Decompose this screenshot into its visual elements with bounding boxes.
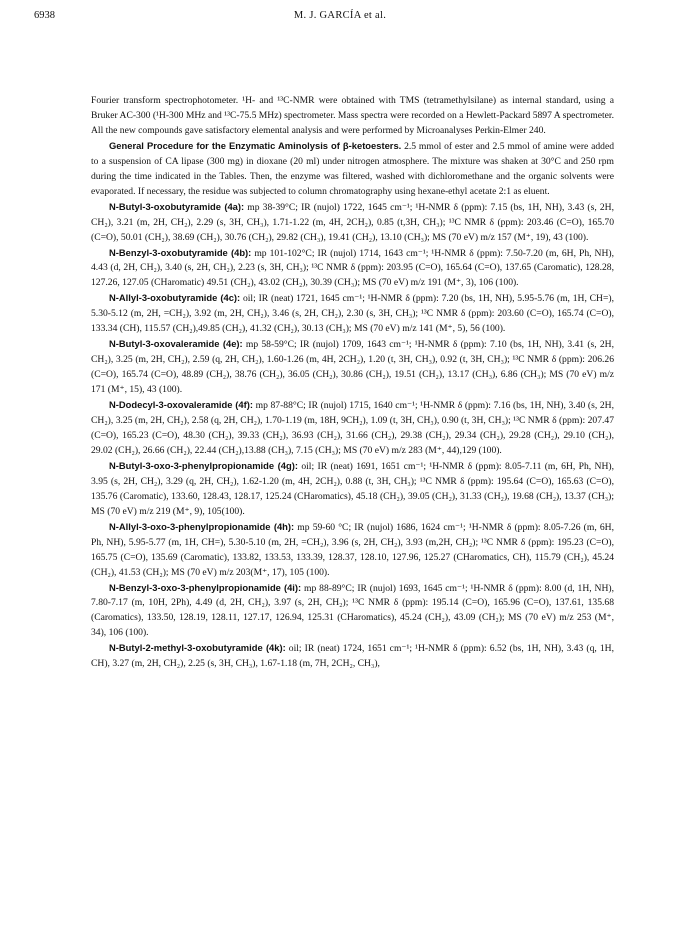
general-procedure-paragraph <box>91 139 614 200</box>
compound-entry <box>91 398 614 459</box>
compound-name: N-Allyl-3-oxobutyramide (4c): <box>109 292 241 304</box>
compound-entry <box>91 581 614 642</box>
compound-characterization: mp 59-60 °C; IR (nujol) 1686, 1624 cm⁻¹; ¹H-NMR δ (ppm): 8.05-7.26 (m, 6H, Ph, NH), 5.95-5.77 (m, 1H, CH=), 5.30-5.10 (m, 2H, =CH₂), 3.96 (s, 2H, CH₂), 3.93 (m,2H, CH₂); ¹³C NMR δ (ppm): 195.23 (C=O), 165.75 (C=O), 135.69 (Caromatic), 133.82, 133.53, 133.39, 128.37, 128.10, 127.96, 125.27 (CHaromatics, CH), 115.79 (CH₂), 45.24 (CH₂), 41.53 (CH₂); MS (70 eV) m/z 203(M⁺, 17), 105 (100). <box>91 521 614 578</box>
experimental-intro-paragraph: Fourier transform spectrophotometer. ¹H- and ¹³C-NMR were obtained with TMS (tetramethylsilane) as internal standard, using a Bruker AC-300 (¹H-300 MHz and ¹³C-75.5 MHz) spectrometer. Mass spectra were recorded on a Hewlett-Packard 5897 A spectrometer. All the new compounds gave satisfactory elemental analysis and were performed by Microanalyses Perkin-Elmer 240. <box>91 95 614 136</box>
compound-name: N-Butyl-3-oxovaleramide (4e): <box>109 338 243 350</box>
compound-name: N-Benzyl-3-oxo-3-phenylpropionamide (4i): <box>109 581 302 593</box>
compound-name: N-Butyl-2-methyl-3-oxobutyramide (4k): <box>109 642 286 654</box>
compound-characterization: mp 101-102°C; IR (nujol) 1714, 1643 cm⁻¹; ¹H-NMR δ (ppm): 7.50-7.20 (m, 6H, Ph, NH), 4.43 (d, 2H, CH₂), 3.40 (s, 2H, CH₂), 2.23 (s, 3H, CH₃); ¹³C NMR δ (ppm): 203.95 (C=O), 165.64 (C=O), 137.65 (Caromatic), 128.28, 127.26, 127.05 (CHaromatic) 49.51 (CH₂), 43.02 (CH₂), 30.39 (CH₃); MS (70 eV) m/z 191 (M⁺, 3), 106 (100). <box>91 247 614 289</box>
compound-characterization: mp 38-39°C; IR (nujol) 1722, 1645 cm⁻¹; ¹H-NMR δ (ppm): 7.15 (bs, 1H, NH), 3.43 (s, 2H, CH₂), 3.21 (m, 2H, CH₂), 2.29 (s, 3H, CH₃), 1.71-1.22 (m, 4H, 2CH₂), 0.85 (t,3H, CH₃); ¹³C NMR δ (ppm): 203.46 (C=O), 165.70 (C=O), 50.01 (CH₂), 38.69 (CH₂), 30.76 (CH₂), 29.82 (CH₃), 19.41 (CH₂), 13.10 (CH₃); MS (70 eV) m/z 157 (M⁺, 19), 43 (100). <box>91 201 614 243</box>
compound-characterization: oil; IR (neat) 1691, 1651 cm⁻¹; ¹H-NMR δ (ppm): 8.05-7.11 (m, 6H, Ph, NH), 3.95 (s, 2H, CH₂), 3.29 (q, 2H, CH₂), 1.62-1.20 (m, 4H, 2CH₂), 0.88 (t, 3H, CH₃); ¹³C NMR δ (ppm): 195.64 (C=O), 165.63 (C=O), 135.76 (Caromatic), 133.60, 128.43, 128.17, 125.24 (CHaromatics), 45.18 (CH₂), 39.05 (CH₂), 31.33 (CH₂), 19.68 (CH₂), 13.37 (CH₃); MS (70 eV) m/z 219 (M⁺, 9), 105(100). <box>91 460 614 517</box>
compound-entry <box>91 641 614 672</box>
compound-entry <box>91 337 614 398</box>
compound-characterization: oil; IR (neat) 1724, 1651 cm⁻¹; ¹H-NMR δ (ppm): 6.52 (bs, 1H, NH), 3.43 (q, 1H, CH), 3.27 (m, 2H, CH₂), 2.25 (s, 3H, CH₃), 1.67-1.18 (m, 7H, 2CH₂, CH₃), <box>91 643 614 670</box>
procedure-text: 2.5 mmol of ester and 2.5 mmol of amine were added to a suspension of CA lipase (300 mg) in dioxane (20 ml) under nitrogen atmosphere. The mixture was shaken at 30°C and 250 rpm during the time indicated in the Tables. Then, the enzyme was filtered, washed with dichloromethane and the organic solvents were evaporated. If necessary, the residue was subjected to column chromatography using hexane-ethyl acetate 2:1 as eluent. <box>91 140 614 197</box>
running-head: M. J. GARCÍA et al. <box>293 10 387 21</box>
compound-characterization: oil; IR (neat) 1721, 1645 cm⁻¹; ¹H-NMR δ (ppm): 7.20 (bs, 1H, NH), 5.95-5.76 (m, 1H, CH=), 5.30-5.12 (m, 2H, =CH₂), 3.92 (m, 2H, CH₂), 3.46 (s, 2H, CH₂), 2.30 (s, 3H, CH₃); ¹³C NMR δ (ppm): 203.60 (C=O), 165.74 (C=O), 133.34 (CH), 115.57 (CH₂),49.85 (CH₂), 41.32 (CH₂), 30.13 (CH₃); MS (70 eV) m/z 141 (M⁺, 5), 56 (100). <box>91 293 614 335</box>
procedure-title: General Procedure for the Enzymatic Aminolysis of β-ketoesters. <box>109 139 402 151</box>
compound-entry <box>91 459 614 520</box>
compound-name: N-Dodecyl-3-oxovaleramide (4f): <box>109 399 253 411</box>
compound-list <box>91 200 614 673</box>
compound-characterization: mp 88-89°C; IR (nujol) 1693, 1645 cm⁻¹; ¹H-NMR δ (ppm): 8.00 (d, 1H, NH), 7.80-7.17 (m, 10H, 2Ph), 4.49 (d, 2H, CH₂), 3.97 (s, 2H, CH₂); ¹³C NMR δ (ppm): 195.14 (C=O), 165.96 (C=O), 137.61, 135.68 (Caromatics), 133.50, 128.19, 128.11, 127.17, 126.94, 125.31 (CHaromatics), 45.24 (CH₂), 43.09 (CH₂); MS (70 eV) m/z 253 (M⁺, 34), 106 (100). <box>91 582 614 639</box>
compound-entry <box>91 246 614 292</box>
page-header <box>34 10 646 28</box>
compound-characterization: mp 58-59°C; IR (nujol) 1709, 1643 cm⁻¹; ¹H-NMR δ (ppm): 7.10 (bs, 1H, NH), 3.41 (s, 2H, CH₂), 3.25 (m, 2H, CH₂), 2.59 (q, 2H, CH₂), 1.60-1.26 (m, 4H, 2CH₂), 1.20 (t, 3H, CH₃), 0.92 (t, 3H, CH₃); ¹³C NMR δ (ppm): 206.26 (C=O), 165.74 (C=O), 48.89 (CH₂), 38.76 (CH₂), 36.05 (CH₂), 30.86 (CH₂), 19.51 (CH₂), 13.17 (CH₃), 6.86 (CH₃); MS (70 eV) m/z 171 (M⁺, 15), 43 (100). <box>91 339 614 396</box>
compound-name: N-Butyl-3-oxobutyramide (4a): <box>109 200 245 212</box>
compound-entry <box>91 520 614 581</box>
compound-name: N-Allyl-3-oxo-3-phenylpropionamide (4h): <box>109 520 295 532</box>
page-number: 6938 <box>34 10 55 21</box>
compound-name: N-Butyl-3-oxo-3-phenylpropionamide (4g): <box>109 459 298 471</box>
compound-name: N-Benzyl-3-oxobutyramide (4b): <box>109 246 252 258</box>
compound-entry <box>91 200 614 246</box>
compound-characterization: mp 87-88°C; IR (nujol) 1715, 1640 cm⁻¹; ¹H-NMR δ (ppm): 7.16 (bs, 1H, NH), 3.40 (s, 2H, CH₂), 3.25 (m, 2H, CH₂), 2.58 (q, 2H, CH₂), 1.70-1.19 (m, 18H, 9CH₂), 1.09 (t, 3H, CH₃), 0.90 (t, 3H, CH₃); ¹³C NMR δ (ppm): 207.47 (C=O), 165.23 (C=O), 48.30 (CH₂), 39.33 (CH₂), 36.93 (CH₂), 31.66 (CH₂), 29.38 (CH₂), 29.34 (CH₂), 29.28 (CH₂), 29.10 (CH₂), 29.02 (CH₂), 26.66 (CH₂), 22.44 (CH₂),13.88 (CH₃), 7.15 (CH₃); MS (70 eV) m/z 283 (M⁺, 44),129 (100). <box>91 400 614 456</box>
compound-entry <box>91 291 614 337</box>
article-body <box>91 94 614 672</box>
